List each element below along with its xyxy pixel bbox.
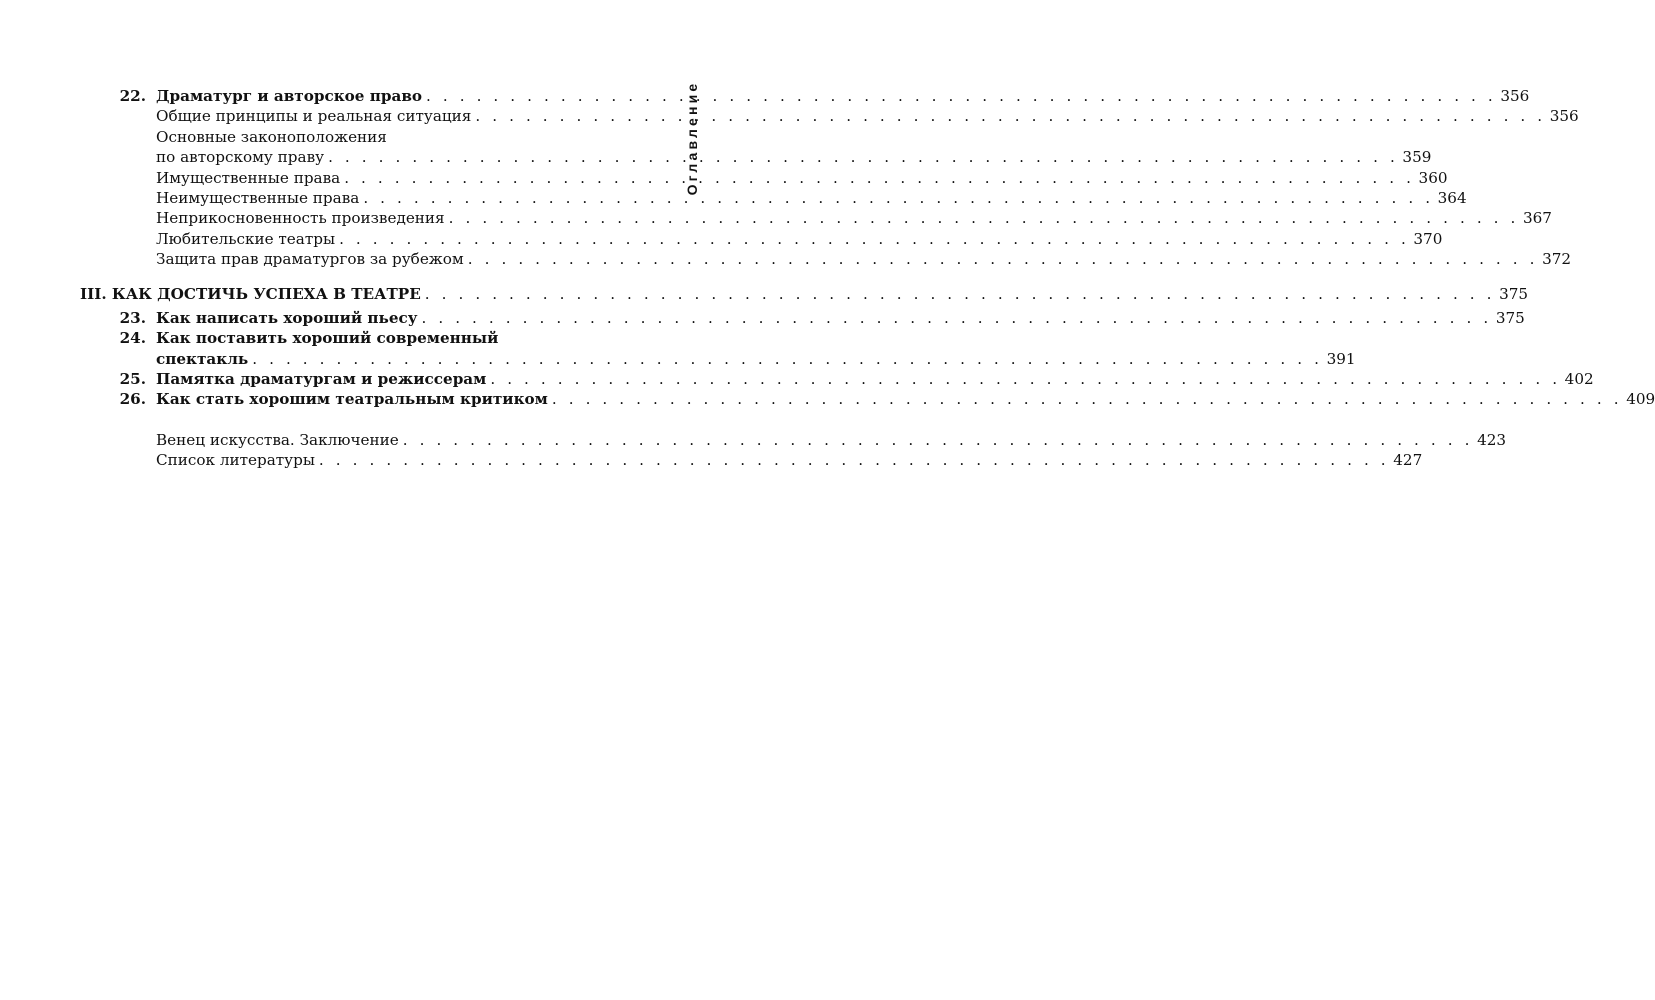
toc-chapter-26[interactable] [80,389,1655,409]
section-title-line1: Основные законоположения [156,127,387,146]
dot-leader: . . . . . . . . . . . . . . . . . . . . . . . . . . . . . . . . . . . . . . . . . . . . . . . . . . . . . . . . . . . . . . . . [344,168,1415,187]
page-number: 427 [1393,451,1423,470]
section-title: Защита прав драматургов за рубежом [156,250,464,269]
toc-bibliography[interactable] [80,450,1423,470]
toc-section[interactable] [80,168,1448,188]
back-matter-title: Список литературы [156,451,315,470]
dot-leader: . . . . . . . . . . . . . . . . . . . . . . . . . . . . . . . . . . . . . . . . . . . . . . . . . . . . . . . . . . . . . . . . [328,148,1399,167]
page-number: 356 [1500,87,1530,105]
page-number: 402 [1564,370,1594,389]
chapter-title: Как написать хороший пьесу [156,308,418,327]
chapter-title: Как стать хорошим театральным критиком [156,390,548,409]
toc-section[interactable] [80,188,1467,208]
chapter-title: Драматург и авторское право [156,87,423,105]
toc-section-line1[interactable] [80,127,650,147]
dot-leader: . . . . . . . . . . . . . . . . . . . . . . . . . . . . . . . . . . . . . . . . . . . . . . . . . . . . . . . . . . . . . . . . [424,284,1496,303]
toc-section[interactable] [80,249,1572,269]
dot-leader: . . . . . . . . . . . . . . . . . . . . . . . . . . . . . . . . . . . . . . . . . . . . . . . . . . . . . . . . . . . . . . . . [339,229,1410,248]
page-number: 364 [1437,188,1467,207]
section-title: Неимущественные права [156,188,360,207]
page-number: 367 [1522,209,1552,228]
toc-chapter-25[interactable] [80,369,1594,389]
page-number: 359 [1402,148,1432,167]
dot-leader: . . . . . . . . . . . . . . . . . . . . . . . . . . . . . . . . . . . . . . . . . . . . . . . . . . . . . . . . . . . . . . . . [421,308,1492,327]
part-title: III. КАК ДОСТИЧЬ УСПЕХА В ТЕАТРЕ [80,284,421,303]
dot-leader: . . . . . . . . . . . . . . . . . . . . . . . . . . . . . . . . . . . . . . . . . . . . . . . . . . . . . . . . . . . . . . . . [490,370,1561,389]
page-number: 375 [1495,308,1525,327]
page-number: 372 [1542,250,1572,269]
section-title: Общие принципы и реальная ситуация [156,107,472,126]
chapter-title: Памятка драматургам и режиссерам [156,370,487,389]
back-matter-title: Венец искусства. Заключение [156,430,399,449]
dot-leader: . . . . . . . . . . . . . . . . . . . . . . . . . . . . . . . . . . . . . . . . . . . . . . . . . . . . . . . . . . . . . . . . [402,430,1474,449]
dot-leader: . . . . . . . . . . . . . . . . . . . . . . . . . . . . . . . . . . . . . . . . . . . . . . . . . . . . . . . . . . . . . . . . [426,87,1497,105]
chapter-number: 24. [119,329,146,348]
toc-chapter-22[interactable] [80,86,1530,106]
toc-conclusion[interactable] [80,430,1507,450]
dot-leader: . . . . . . . . . . . . . . . . . . . . . . . . . . . . . . . . . . . . . . . . . . . . . . . . . . . . . . . . . . . . . . . . [475,107,1546,126]
toc-chapter-24[interactable] [80,349,1356,369]
toc-section[interactable] [80,208,1552,228]
toc-section[interactable] [80,147,1432,167]
page-number: 423 [1477,430,1507,449]
page-number: 391 [1326,349,1356,368]
section-title: Неприкосновенность произведения [156,209,445,228]
dot-leader: . . . . . . . . . . . . . . . . . . . . . . . . . . . . . . . . . . . . . . . . . . . . . . . . . . . . . . . . . . . . . . . . [363,188,1434,207]
chapter-number: 25. [119,370,146,389]
dot-leader: . . . . . . . . . . . . . . . . . . . . . . . . . . . . . . . . . . . . . . . . . . . . . . . . . . . . . . . . . . . . . . . . [551,390,1623,409]
toc-section[interactable] [80,229,1443,249]
page-number: 409 [1626,390,1655,409]
page-number: 370 [1413,229,1443,248]
toc-part-3[interactable] [80,284,1529,304]
section-title: Любительские театры [156,229,336,248]
toc-chapter-23[interactable] [80,308,1525,328]
chapter-number: 23. [119,308,146,327]
page-number: 360 [1418,168,1448,187]
section-title: Имущественные права [156,168,341,187]
running-header-vertical: Оглавление [684,80,700,196]
dot-leader: . . . . . . . . . . . . . . . . . . . . . . . . . . . . . . . . . . . . . . . . . . . . . . . . . . . . . . . . . . . . . . . . [467,250,1539,269]
toc-chapter-24-line1[interactable] [80,328,650,348]
chapter-title-line1: Как поставить хороший современный [156,329,499,348]
dot-leader: . . . . . . . . . . . . . . . . . . . . . . . . . . . . . . . . . . . . . . . . . . . . . . . . . . . . . . . . . . . . . . . . [448,209,1519,228]
page-number: 375 [1499,284,1529,303]
section-title-line2: по авторскому праву [156,148,325,167]
dot-leader: . . . . . . . . . . . . . . . . . . . . . . . . . . . . . . . . . . . . . . . . . . . . . . . . . . . . . . . . . . . . . . . . [252,349,1323,368]
page-number: 356 [1549,107,1579,126]
chapter-title-line2: спектакль [156,349,249,368]
chapter-number: 22. [119,87,146,105]
toc-section[interactable] [80,106,1579,126]
dot-leader: . . . . . . . . . . . . . . . . . . . . . . . . . . . . . . . . . . . . . . . . . . . . . . . . . . . . . . . . . . . . . . . . [318,451,1390,470]
chapter-number: 26. [119,390,146,409]
